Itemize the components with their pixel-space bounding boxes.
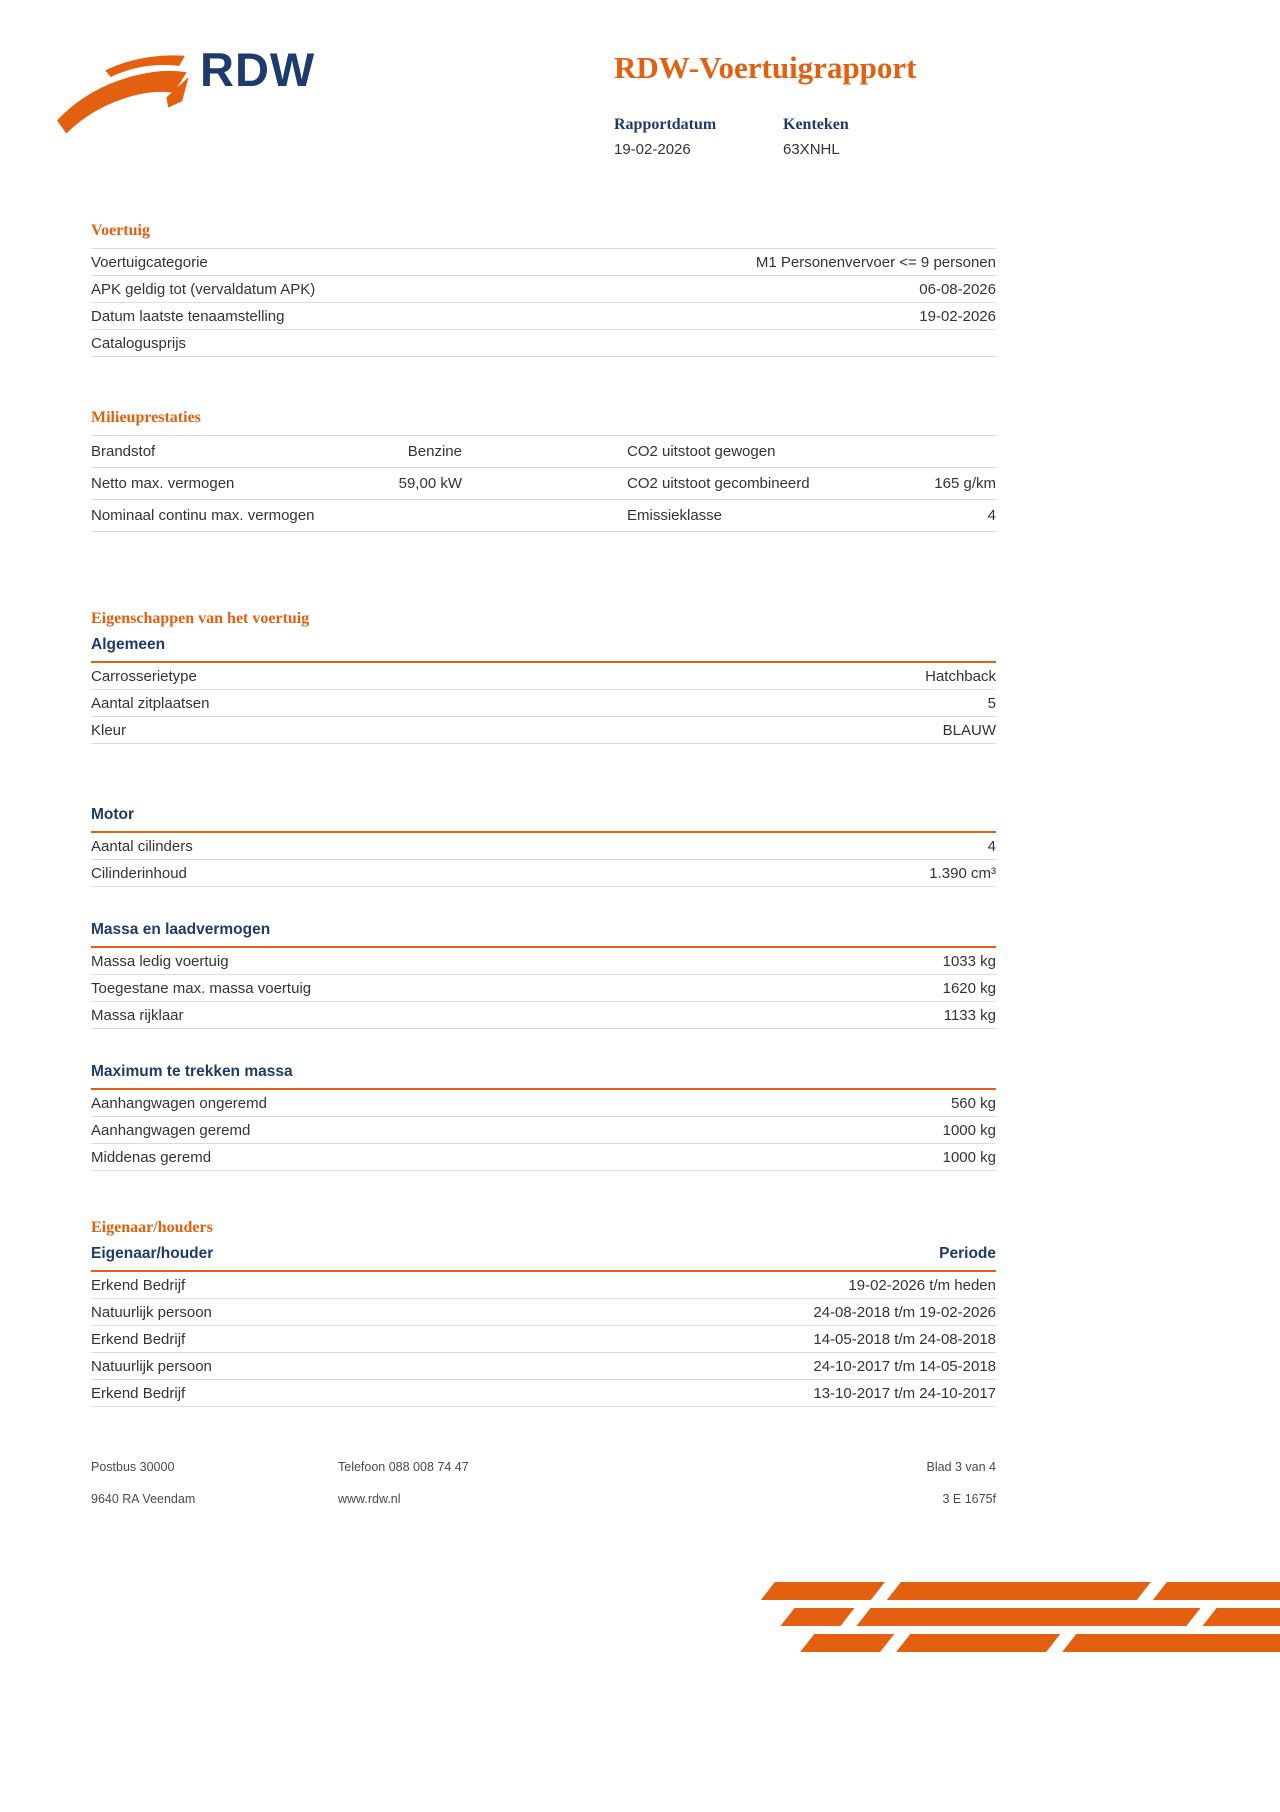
rdw-logo-wordmark: RDW bbox=[200, 43, 316, 96]
section-title: Voertuig bbox=[91, 222, 150, 239]
table-row bbox=[91, 1117, 996, 1144]
report-date-label: Rapportdatum bbox=[614, 116, 717, 133]
row-label: Aanhangwagen ongeremd bbox=[91, 1094, 267, 1112]
owner-cell: Natuurlijk persoon bbox=[91, 1303, 212, 1321]
table-row bbox=[91, 468, 996, 500]
subsection-title: Algemeen bbox=[91, 636, 996, 663]
report-date-value: 19-02-2026 bbox=[614, 141, 691, 158]
row-value: BLAUW bbox=[942, 721, 996, 739]
subsection-title: Motor bbox=[91, 806, 996, 833]
table-row bbox=[91, 276, 996, 303]
row-label: Catalogusprijs bbox=[91, 334, 187, 352]
row-label: Middenas geremd bbox=[91, 1148, 212, 1166]
row-label: Netto max. vermogen bbox=[91, 475, 235, 492]
row-value: 1133 kg bbox=[943, 1006, 996, 1024]
table-row bbox=[91, 330, 996, 357]
table-row bbox=[91, 1326, 996, 1353]
page-title: RDW-Voertuigrapport bbox=[614, 50, 917, 85]
row-right-pair bbox=[627, 475, 996, 492]
row-label: Brandstof bbox=[91, 443, 156, 460]
row-value: Benzine bbox=[407, 443, 462, 460]
period-cell: 19-02-2026 t/m heden bbox=[848, 1276, 996, 1294]
row-label: CO2 uitstoot gewogen bbox=[627, 443, 776, 460]
row-label: Cilinderinhoud bbox=[91, 864, 187, 882]
subsection-trekken-massa bbox=[91, 1063, 996, 1171]
owner-cell: Erkend Bedrijf bbox=[91, 1384, 186, 1402]
row-value: 1000 kg bbox=[942, 1121, 996, 1139]
table-row bbox=[91, 1299, 996, 1326]
section-eigenschappen bbox=[91, 610, 996, 1171]
subsection-title: Massa en laadvermogen bbox=[91, 921, 996, 948]
footer-page-number: Blad 3 van 4 bbox=[926, 1460, 996, 1474]
table-row bbox=[91, 663, 996, 690]
row-label: Carrosserietype bbox=[91, 667, 197, 685]
row-label: Emissieklasse bbox=[627, 507, 723, 524]
row-value: 1000 kg bbox=[942, 1148, 996, 1166]
table-row bbox=[91, 690, 996, 717]
row-label: Nominaal continu max. vermogen bbox=[91, 507, 315, 524]
table-row bbox=[91, 1353, 996, 1380]
section-title: Eigenschappen van het voertuig bbox=[91, 610, 310, 627]
row-label: Massa ledig voertuig bbox=[91, 952, 229, 970]
row-value: Hatchback bbox=[925, 667, 996, 685]
section-voertuig bbox=[91, 222, 996, 357]
row-value: 19-02-2026 bbox=[919, 307, 996, 325]
table-row bbox=[91, 249, 996, 276]
column-header-period: Periode bbox=[939, 1245, 996, 1262]
period-cell: 24-08-2018 t/m 19-02-2026 bbox=[813, 1303, 996, 1321]
column-header-owner: Eigenaar/houder bbox=[91, 1245, 214, 1262]
table-row bbox=[91, 833, 996, 860]
footer-website: www.rdw.nl bbox=[338, 1492, 401, 1506]
row-label: Aantal cilinders bbox=[91, 837, 193, 855]
page-footer bbox=[91, 1460, 996, 1524]
subsection-title: Maximum te trekken massa bbox=[91, 1063, 996, 1090]
row-label: CO2 uitstoot gecombineerd bbox=[627, 475, 810, 492]
subsection-motor bbox=[91, 806, 996, 887]
table-row bbox=[91, 975, 996, 1002]
section-title: Eigenaar/houders bbox=[91, 1219, 213, 1236]
kenteken-label: Kenteken bbox=[783, 116, 849, 133]
milieu-rows bbox=[91, 435, 996, 532]
period-cell: 14-05-2018 t/m 24-08-2018 bbox=[813, 1330, 996, 1348]
table-row bbox=[91, 1090, 996, 1117]
row-value: 06-08-2026 bbox=[919, 280, 996, 298]
row-value: 4 bbox=[987, 507, 996, 524]
row-label: Kleur bbox=[91, 721, 127, 739]
row-value: 165 g/km bbox=[934, 475, 996, 492]
row-value: 5 bbox=[987, 694, 996, 712]
table-row bbox=[91, 1002, 996, 1029]
owner-cell: Erkend Bedrijf bbox=[91, 1276, 186, 1294]
row-value: 1033 kg bbox=[942, 952, 996, 970]
row-right-pair bbox=[627, 507, 996, 524]
row-value: 1.390 cm³ bbox=[929, 864, 996, 882]
row-right-pair bbox=[627, 443, 996, 460]
row-label: Voertuigcategorie bbox=[91, 253, 208, 271]
voertuig-rows bbox=[91, 248, 996, 357]
period-cell: 24-10-2017 t/m 14-05-2018 bbox=[813, 1357, 996, 1375]
footer-phone: Telefoon 088 008 74 47 bbox=[338, 1460, 469, 1474]
row-left-pair bbox=[91, 475, 462, 492]
table-row bbox=[91, 500, 996, 532]
kenteken-value: 63XNHL bbox=[783, 141, 840, 158]
table-row bbox=[91, 717, 996, 744]
row-value: 1620 kg bbox=[942, 979, 996, 997]
row-value: 560 kg bbox=[950, 1094, 996, 1112]
table-row bbox=[91, 303, 996, 330]
row-left-pair bbox=[91, 443, 462, 460]
footer-row bbox=[91, 1492, 996, 1506]
section-milieuprestaties bbox=[91, 409, 996, 532]
period-cell: 13-10-2017 t/m 24-10-2017 bbox=[813, 1384, 996, 1402]
footer-postbus: Postbus 30000 bbox=[91, 1460, 175, 1474]
row-label: Aantal zitplaatsen bbox=[91, 694, 210, 712]
footer-stripes-graphic bbox=[668, 1578, 1280, 1670]
table-row bbox=[91, 860, 996, 887]
owner-cell: Erkend Bedrijf bbox=[91, 1330, 186, 1348]
row-label: Massa rijklaar bbox=[91, 1006, 184, 1024]
row-value: M1 Personenvervoer <= 9 personen bbox=[755, 253, 996, 271]
subsection-algemeen bbox=[91, 636, 996, 744]
subsection-massa bbox=[91, 921, 996, 1029]
table-row bbox=[91, 1380, 996, 1407]
row-label: APK geldig tot (vervaldatum APK) bbox=[91, 280, 316, 298]
table-row bbox=[91, 436, 996, 468]
table-row bbox=[91, 948, 996, 975]
section-title: Milieuprestaties bbox=[91, 409, 201, 426]
table-row bbox=[91, 1144, 996, 1171]
table-row bbox=[91, 1272, 996, 1299]
owner-cell: Natuurlijk persoon bbox=[91, 1357, 212, 1375]
row-label: Datum laatste tenaamstelling bbox=[91, 307, 285, 325]
row-left-pair bbox=[91, 507, 462, 524]
report-content bbox=[91, 0, 996, 1407]
footer-row bbox=[91, 1460, 996, 1474]
footer-doc-code: 3 E 1675f bbox=[942, 1492, 996, 1506]
section-eigenaars bbox=[91, 1219, 996, 1407]
row-label: Aanhangwagen geremd bbox=[91, 1121, 251, 1139]
row-value: 59,00 kW bbox=[398, 475, 462, 492]
owners-table-header bbox=[91, 1245, 996, 1272]
footer-city: 9640 RA Veendam bbox=[91, 1492, 196, 1506]
row-label: Toegestane max. massa voertuig bbox=[91, 979, 312, 997]
row-value: 4 bbox=[987, 837, 996, 855]
